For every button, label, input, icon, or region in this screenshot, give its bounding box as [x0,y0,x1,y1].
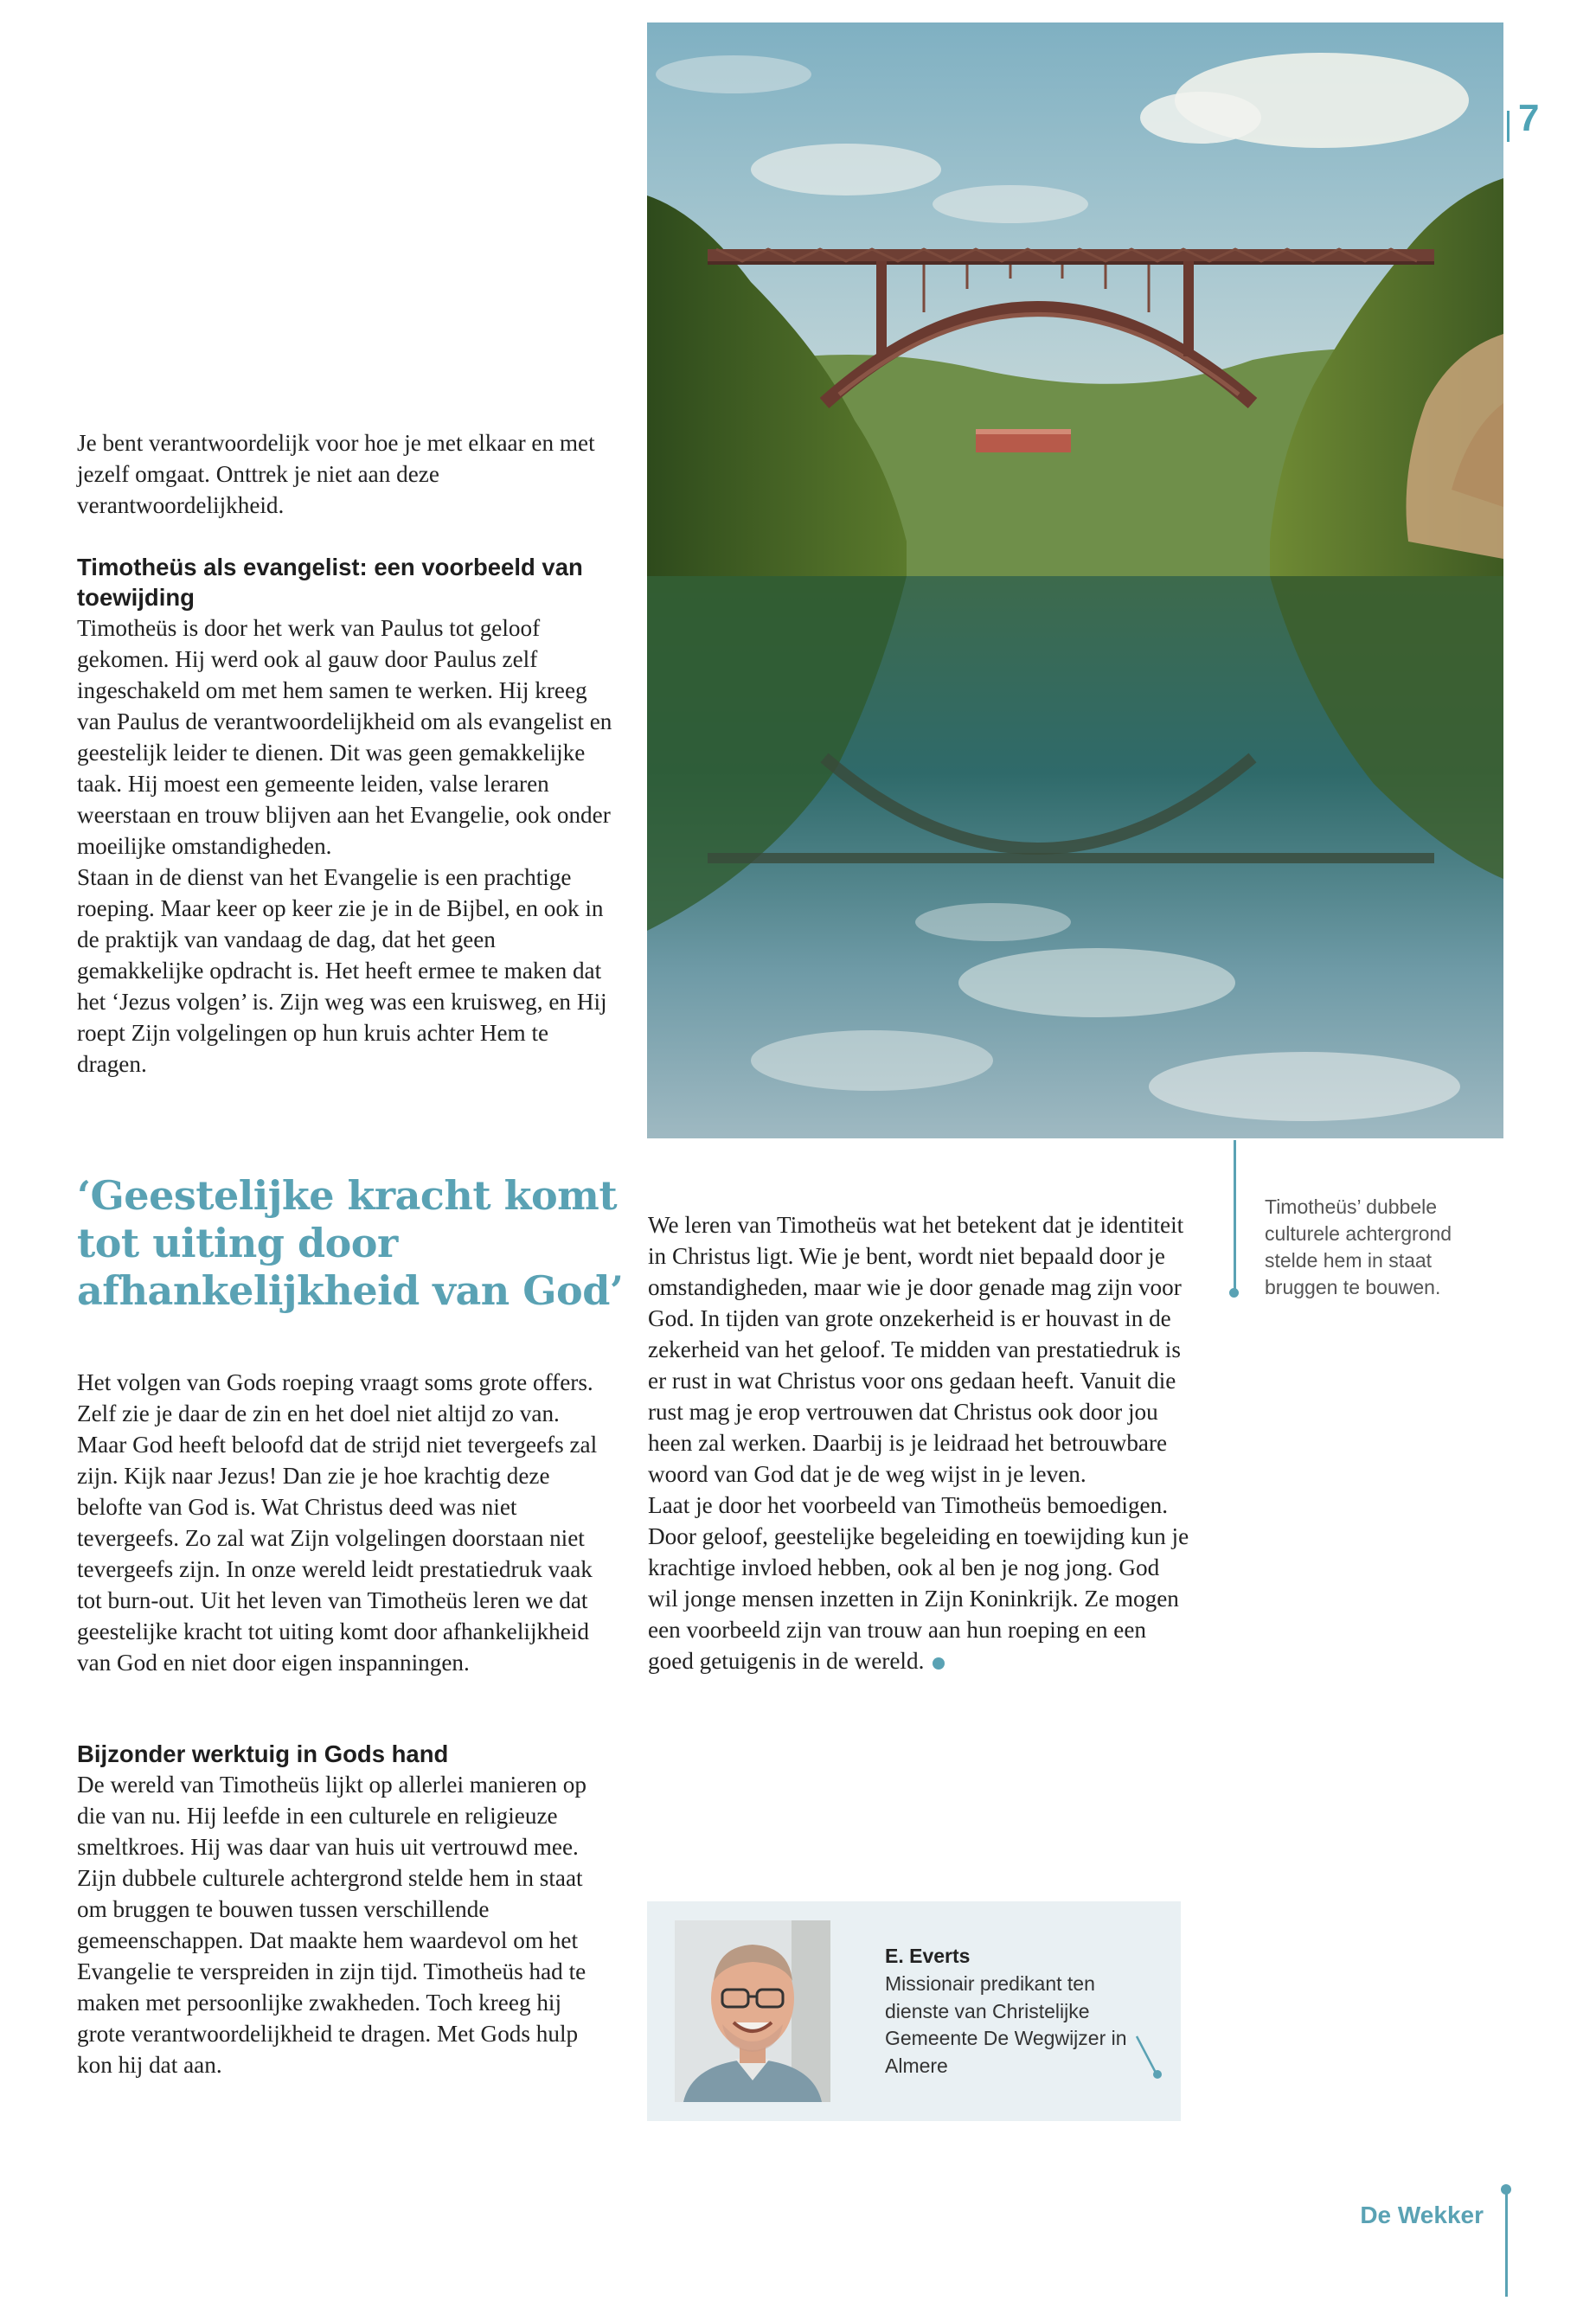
decorative-arrow-icon [1131,2033,1166,2085]
section-instrument-paragraph: De wereld van Timotheüs lijkt op allerlei manieren op die van nu. Hij leefde in een culturele en religieuze smeltkroes. Hij was daar van huis uit vertrouwd mee. Zijn dubbele culturele achtergrond stelde hem in staat om bruggen te bouwen tussen verschillende gemeenschappen. Dat maakte hem waardevol om het Evangelie te verspreiden in zijn tijd. Timotheüs had te maken met persoonlijke zwakheden. Toch kreeg hij grote verantwoordelijkheid te dragen. Met Gods hulp kon hij dat aan. [77,1772,586,2078]
section-evangelist-heading: Timotheüs als evangelist: een voorbeeld van toewijding [77,554,583,611]
caption-rule [1234,1140,1236,1292]
column-two-paragraph-1: We leren van Timotheüs wat het betekent dat je identiteit in Christus ligt. Wie je bent, wordt niet bepaald door je omstandigheden, maar wie je door genade mag zijn voor God. In tijden van grote onzekerheid is er houvast in de zekerheid van het geloof. Te midden van prestatiedruk is er rust in wat Christus voor ons gedaan heeft. Vanuit die rust mag je erop vertrouwen dat Christus ook door jou heen zal werken. Daarbij is je leidraad het betrouwbare woord van God dat je de weg wijst in je leven. [648,1212,1184,1487]
pull-quote: ‘Geestelijke kracht komt tot uiting door afhankelijkheid van God’ [77,1172,624,1314]
author-name: E. Everts [885,1945,971,1967]
section-evangelist [77,552,613,1080]
section-instrument [77,1739,613,2080]
column-two-paragraph-2 [648,1490,1193,1676]
bridge-river-photo [647,22,1503,1138]
caption-dot-icon [1229,1288,1239,1298]
magazine-name: De Wekker [1360,2202,1484,2228]
section-evangelist-paragraph-2: Staan in de dienst van het Evangelie is een prachtige roeping. Maar keer op keer zie je in de Bijbel, en ook in de praktijk van vandaag de dag, dat het geen gemakkelijke opdracht is. Het heeft ermee te maken dat het ‘Jezus volgen’ is. Zijn weg was een kruisweg, en Hij roept Zijn volgelingen op hun kruis achter Hem te dragen. [77,864,607,1077]
page-number-rule [1507,111,1509,142]
footer-rule [1505,2189,1508,2297]
section-calling [77,1367,613,1678]
photo-caption: Timotheüs’ dubbele culturele achtergrond stelde hem in staat bruggen te bouwen. [1265,1195,1452,1298]
column-two-paragraph-2-text: Laat je door het voorbeeld van Timotheüs bemoedigen. Door geloof, geestelijke begeleiding en toewijding kun je krachtige invloed hebben, ook al ben je nog jong. God wil jonge mensen inzetten in Zijn Koninkrijk. Ze mogen een voorbeeld zijn van trouw aan hun roeping en een goed getuigenis in de wereld. [648,1492,1189,1674]
end-mark-icon [933,1657,945,1670]
author-box [647,1901,1181,2121]
page-number: 7 [1518,97,1540,139]
footer-dot-icon [1501,2184,1511,2195]
section-evangelist-paragraph-1: Timotheüs is door het werk van Paulus tot geloof gekomen. Hij werd ook al gauw door Paulus zelf ingeschakeld om met hem samen te werken. Hij kreeg van Paulus de verantwoordelijkheid om als evangelist en geestelijk leider te dienen. Dit was geen gemakkelijke taak. Hij moest een gemeente leiden, valse leraren weerstaan en trouw blijven aan het Evangelie, ook onder moeilijke omstandigheden. [77,615,612,859]
section-instrument-heading: Bijzonder werktuig in Gods hand [77,1740,449,1767]
section-calling-paragraph: Het volgen van Gods roeping vraagt soms grote offers. Zelf zie je daar de zin en het doel niet altijd zo van. Maar God heeft beloofd dat de strijd niet tevergeefs zal zijn. Kijk naar Jezus! Dan zie je hoe krachtig deze belofte van God is. Wat Christus deed was niet tevergeefs. Zo zal wat Zijn volgelingen doorstaan niet tevergeefs zijn. In onze wereld leidt prestatiedruk vaak tot burn-out. Uit het leven van Timotheüs leren we dat geestelijke kracht tot uiting komt door afhankelijkheid van God en niet door eigen inspanningen. [77,1369,598,1676]
column-two [648,1209,1193,1676]
author-avatar [675,1920,830,2102]
intro-paragraph: Je bent verantwoordelijk voor hoe je met elkaar en met jezelf omgaat. Onttrek je niet aan deze verantwoordelijkheid. [77,430,595,518]
author-bio: Missionair predikant ten dienste van Christelijke Gemeente De Wegwijzer in Almere [885,1972,1127,2077]
